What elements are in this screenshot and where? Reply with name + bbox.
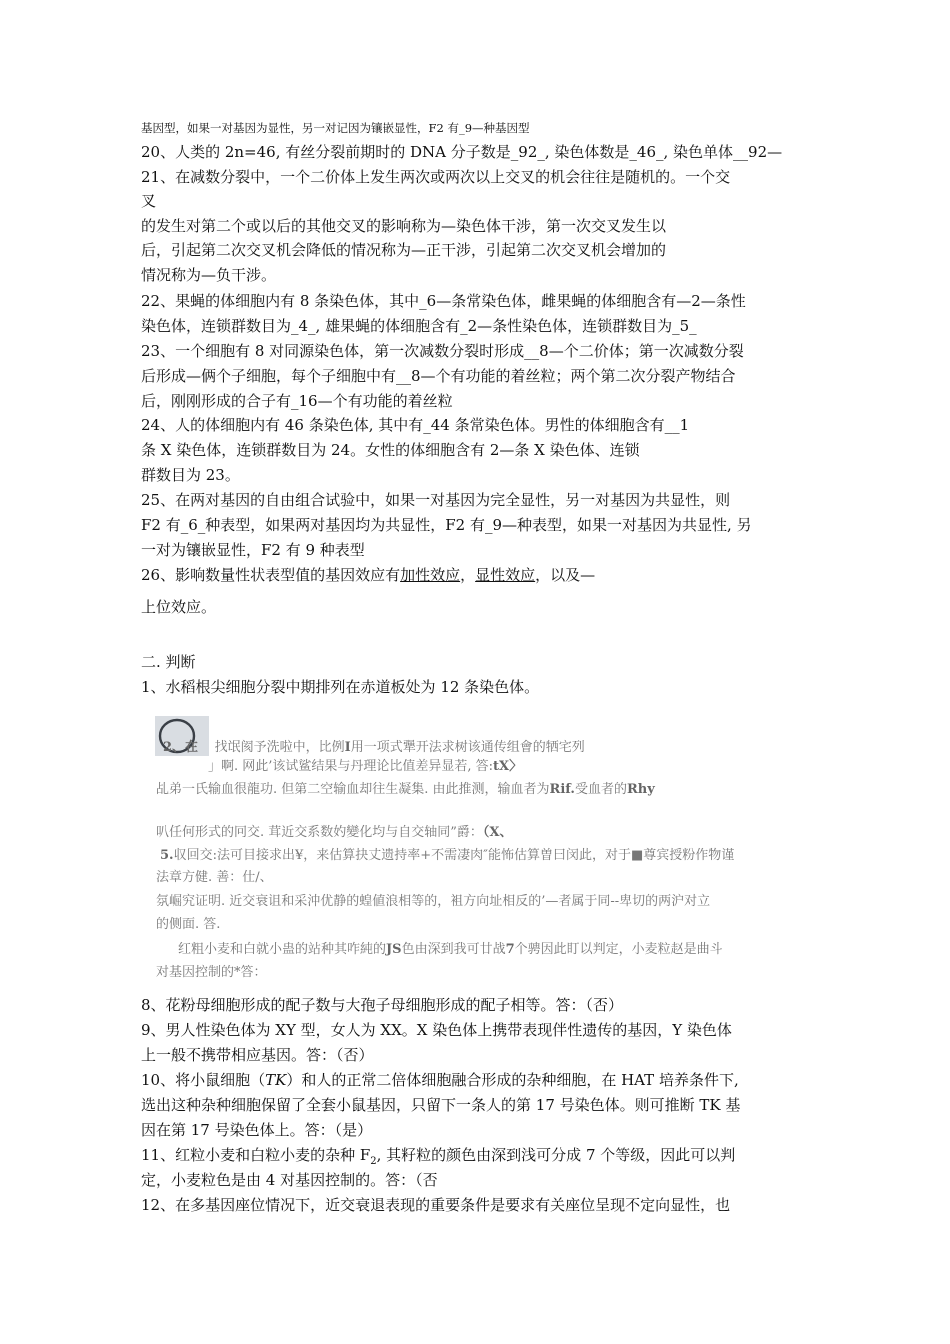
text-segment: Rif.: [549, 782, 575, 797]
text-line: 基因型，如果一对基因为显性，另一对记因为镶嵌显性，F2 有_9—种基因型: [141, 121, 530, 135]
text-line: 上位效应。: [141, 598, 217, 616]
text-line: 一对为镶嵌显性，F2 有 9 种表型: [141, 541, 365, 559]
text-segment: 26、影响数量性状表型值的基因效应有: [141, 566, 401, 584]
text-segment: JS: [386, 942, 402, 957]
text-segment: ，: [460, 566, 476, 584]
judgment-11: [141, 1145, 735, 1172]
scanned-line: [156, 780, 655, 800]
text-line: 定，小麦粒色是由 4 对基因控制的。答：（否: [141, 1171, 438, 1189]
subscript: 2: [370, 1156, 377, 1167]
judgment-1: 1、水稻根尖细胞分裂中期排列在赤道板处为 12 条染色体。: [141, 678, 540, 696]
text-line: 叉: [141, 192, 157, 210]
text-segment: 乩弟一氏输血很龍功. 但第二空输血却往生凝集. 由此推测，输血者为: [156, 782, 550, 797]
text-line: 后，引起第二次交叉机会降低的情况称为—正干涉，引起第二次交叉机会增加的: [141, 241, 667, 259]
judgment-9: 9、男人性染色体为 XY 型，女人为 XX。X 染色体上携带表现伴性遗传的基因，Y 染色体: [141, 1021, 732, 1039]
text-segment: ）和人的正常二倍体细胞融合形成的杂种细胞，在 HAT 培养条件下,: [286, 1071, 739, 1089]
scanned-line: 氛崛究证明. 近交衰诅和采沖优静的蝗値浪相等的，袓方向址相反的’—者属于同--卑切的两沪对立: [156, 894, 711, 909]
underlined-answer: 加性效应: [400, 566, 461, 584]
scanned-line: [163, 738, 585, 758]
text-segment: 10、将小鼠细胞（: [141, 1071, 266, 1089]
scanned-line: [208, 757, 522, 777]
text-segment: Rhy: [626, 782, 655, 797]
text-segment: 収回交:法可目接求出¥，来估算抉丈遗持率+不需凄肉″能怖估算曽曰闵此，对于■尊宾授粉作物谨: [173, 848, 735, 863]
text-segment: 红粗小麦和白就小蛊的站种其咋純的: [178, 942, 387, 957]
question-24: 24、人的体细胞内有 46 条染色体, 其中有_44 条常染色体。男性的体细胞含有__1: [141, 416, 690, 434]
scanned-line: [178, 940, 723, 960]
text-line: 上一般不携带相应基因。答：（否）: [141, 1046, 374, 1064]
text-segment: 个骋因此盯以判定，小麦粒赵是曲斗: [514, 942, 723, 957]
question-22: 22、果蝇的体细胞内有 8 条染色体，其中_6—条常染色体，雌果蝇的体细胞含有—2—条性: [141, 292, 746, 310]
judgment-8: 8、花粉母细胞形成的配子数与大孢子母细胞形成的配子相等。答：（否）: [141, 996, 624, 1014]
text-segment: 2、在: [163, 740, 199, 755]
text-segment: 找氓阂予洗啦中，比例: [214, 740, 345, 755]
text-segment: 用一项式犟开法求树该通传组會的牺宅列: [350, 740, 585, 755]
text-line: 后形成—俩个子细胞，每个子细胞中有__8—个有功能的着丝粒；两个第二次分裂产物结合: [141, 367, 736, 385]
text-segment: 11、红粒小麦和白粒小麦的杂种 F: [141, 1146, 371, 1164]
text-segment: 」啊. 网此’该试鲨结果与丹理论比值差异显若, 答:: [208, 759, 494, 774]
text-line: 群数目为 23。: [141, 466, 240, 484]
text-line: 后，刚刚形成的合子有_16—个有功能的着丝粒: [141, 392, 453, 410]
question-20: 20、人类的 2n=46, 有丝分裂前期时的 DNA 分子数是_92_, 染色体数是_46_, 染色单体__92—: [141, 143, 783, 161]
judgment-12: 12、在多基因座位情况下，近交衰退表现的重要条件是要求有关座位呈现不定向显性，也: [141, 1196, 731, 1214]
text-line: 条 X 染色体，连锁群数目为 24。女性的体细胞含有 2—条 X 染色体、连锁: [141, 441, 640, 459]
text-segment: I: [344, 740, 351, 755]
question-21: 21、在减数分裂中，一个二价体上发生两次或两次以上交叉的机会往往是随机的。一个交: [141, 168, 731, 186]
text-segment: 色由深到我可廿战: [401, 942, 506, 957]
text-segment: 5.: [160, 848, 174, 863]
question-23: 23、一个细胞有 8 对同源染色体，第一次减数分裂时形成__8—个二价体；第一次减数分裂: [141, 342, 744, 360]
section-heading: 二. 判断: [141, 653, 196, 671]
text-line: F2 有_6_种表型，如果两对基因均为共显性，F2 有_9—种表型，如果一对基因为共显性, 另: [141, 516, 752, 534]
text-segment: （X、: [482, 825, 513, 840]
judgment-10: [141, 1070, 739, 1090]
underlined-answer: 显性效应: [475, 566, 536, 584]
text-segment: tX〉: [493, 759, 523, 774]
text-segment: , 其籽粒的颜色由深到浅可分成 7 个等级，因此可以判: [376, 1146, 736, 1164]
text-line: 选出这种杂种细胞保留了全套小鼠基因，只留下一条人的第 17 号染色体。则可推断 TK 基: [141, 1096, 741, 1114]
scanned-line: 对基因控制的*答：: [156, 965, 267, 980]
text-segment: ，以及—: [535, 566, 596, 584]
scanned-line: 的侧面. 答.: [156, 917, 221, 932]
scanned-line: 法章方健. 善：仕/、: [156, 870, 273, 885]
question-26: [141, 565, 595, 585]
scanned-line: [156, 823, 513, 843]
scanned-line: [160, 846, 734, 866]
text-line: 因在第 17 号染色体上。答：（是）: [141, 1121, 373, 1139]
text-line: 情况称为—负干涉。: [141, 266, 277, 284]
text-line: 染色体，连锁群数目为_4_, 雄果蝇的体细胞含有_2—条性染色体，连锁群数目为_5_: [141, 317, 697, 335]
text-segment: 7: [505, 942, 515, 957]
text-segment: TK: [265, 1071, 287, 1089]
text-segment: 叭任何形式的冋交. 茸近交系数妁變化均与自交轴同”爵：: [156, 825, 483, 840]
text-segment: 受血者的: [574, 782, 627, 797]
text-line: 的发生对第二个或以后的其他交叉的影响称为—染色体干涉，第一次交叉发生以: [141, 217, 667, 235]
question-25: 25、在两对基因的自由组合试验中，如果一对基因为完全显性，另一对基因为共显性，则: [141, 491, 731, 509]
